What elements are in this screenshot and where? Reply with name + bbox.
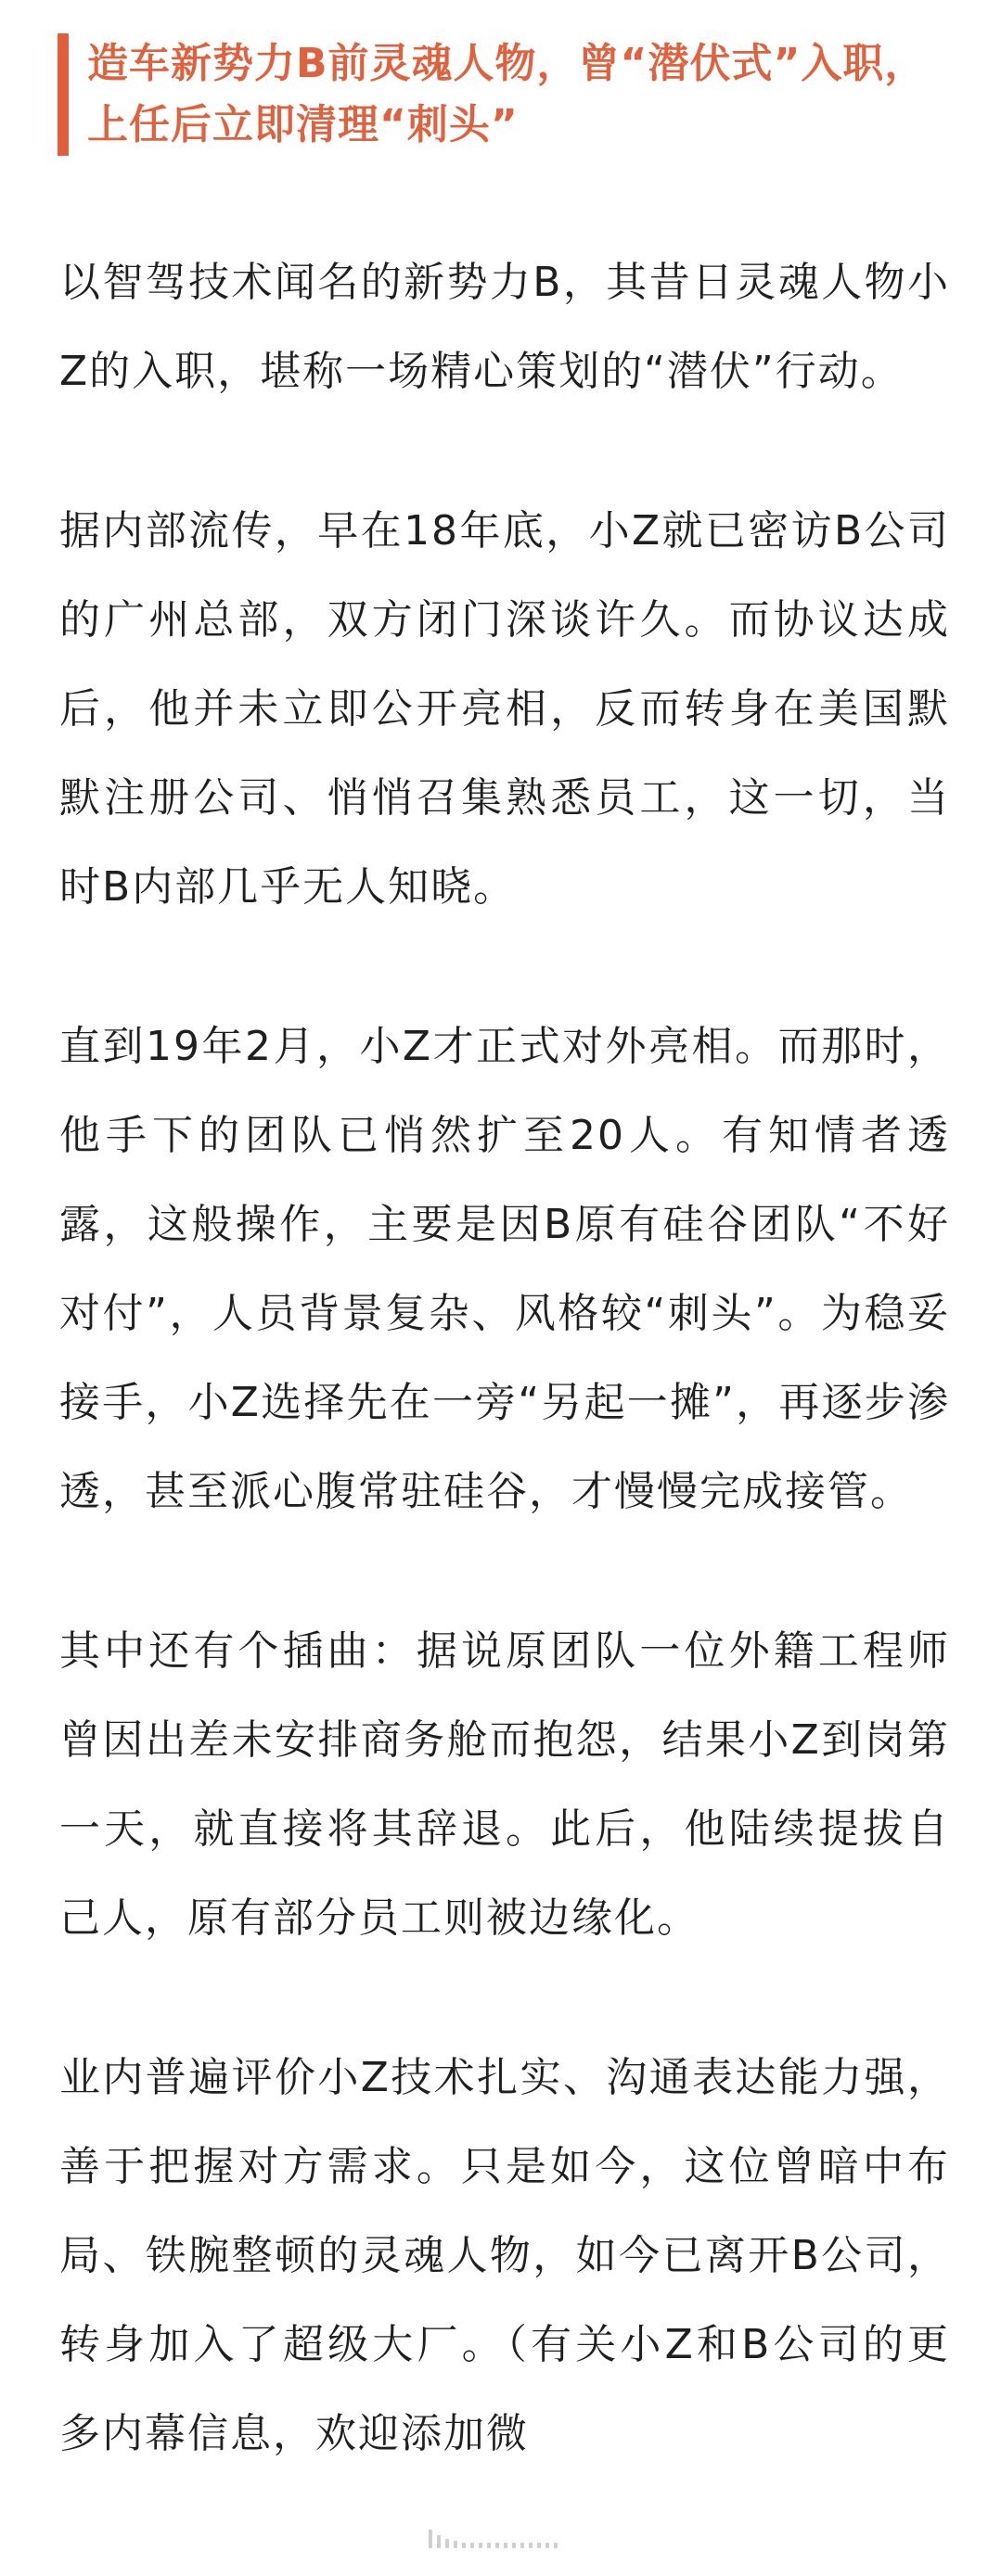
fold-indicator-icon xyxy=(429,2530,568,2548)
paragraph: 以智驾技术闻名的新势力B，其昔日灵魂人物小Z的入职，堪称一场精心策划的“潜伏”行动。 xyxy=(59,259,950,395)
paragraph: 其中还有个插曲：据说原团队一位外籍工程师曾因出差未安排商务舱而抱怨，结果小Z到岗第一天，就直接将其辞退。此后，他陆续提拔自己人，原有部分员工则被边缘化。 xyxy=(59,1627,950,1942)
paragraph: 业内普遍评价小Z技术扎实、沟通表达能力强，善于把握对方需求。只是如今，这位曾暗中布局、铁腕整顿的灵魂人物，如今已离开B公司，转身加入了超级大厂。（有关小Z和B公司的更多内幕信息，欢迎添加微 xyxy=(59,2054,950,2457)
article-heading xyxy=(58,33,967,156)
article-title: 造车新势力B前灵魂人物，曾“潜伏式”入职，上任后立即清理“刺头” xyxy=(87,40,927,148)
paragraph: 直到19年2月，小Z才正式对外亮相。而那时，他手下的团队已悄然扩至20人。有知情者透露，这般操作，主要是因B原有硅谷团队“不好对付”，人员背景复杂、风格较“刺头”。为稳妥接手，小Z选择先在一旁“另起一摊”，再逐步渗透，甚至派心腹常驻硅谷，才慢慢完成接管。 xyxy=(59,1023,950,1515)
article-body xyxy=(59,238,950,2479)
paragraph: 据内部流传，早在18年底，小Z就已密访B公司的广州总部，双方闭门深谈许久。而协议达成后，他并未立即公开亮相，反而转身在美国默默注册公司、悄悄召集熟悉员工，这一切，当时B内部几乎无人知晓。 xyxy=(59,507,950,911)
